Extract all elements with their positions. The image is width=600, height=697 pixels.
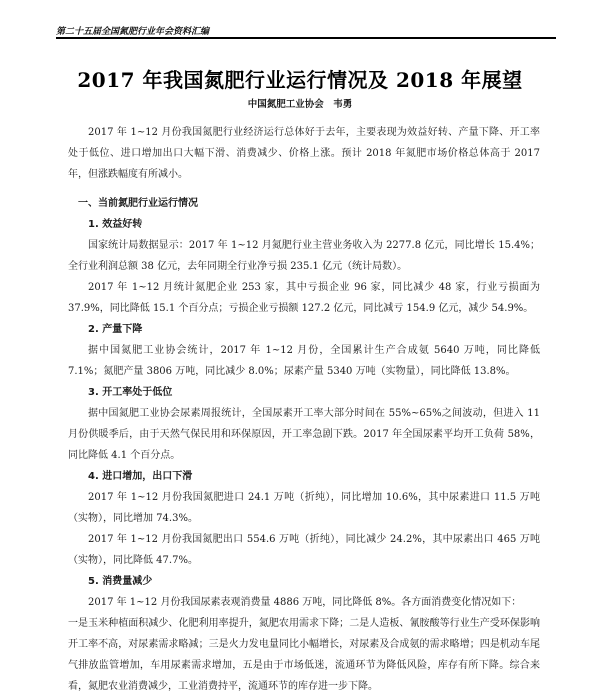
abstract-paragraph: 2017 年 1~12 月份我国氮肥行业经济运行总体好于去年，主要表现为效益好转、产量下降、开工率处于低位、进口增加出口大幅下滑、消费减少、价格上涨。预计 2018 年氮肥市场价格总体高于 2017 年，但涨跌幅度有所减小。 [68,127,540,180]
running-head: 第二十五届全国氮肥行业年会资料汇编 [56,27,210,37]
subsection-heading-consumption: 5. 消费量减少 [88,576,153,587]
paragraph: 据中国氮肥工业协会统计，2017 年 1~12 月份，全国累计生产合成氨 5640 万吨，同比降低 7.1%；氮肥产量 3806 万吨，同比减少 8.0%；尿素产量 5340 万吨（实物量），同比降低 13.8%。 [68,345,540,377]
subsection-heading-operating-rate: 3. 开工率处于低位 [88,387,173,398]
paragraph: 2017 年 1~12 月份我国氮肥出口 554.6 万吨（折纯），同比减少 24.2%，其中尿素出口 465 万吨（实物），同比降低 47.7%。 [68,534,540,566]
paragraph: 据中国氮肥工业协会尿素周报统计，全国尿素开工率大部分时间在 55%~65%之间波动，但进入 11 月份供暖季后，由于天然气保民用和环保原因，开工率急剧下跌。2017 年全国尿素平均开工负荷 58%，同比降低 4.1 个百分点。 [68,408,540,461]
subsection-heading-output: 2. 产量下降 [88,324,143,335]
paragraph: 国家统计局数据显示：2017 年 1~12 月氮肥行业主营业务收入为 2277.8 亿元，同比增长 15.4%；全行业利润总额 38 亿元，去年同期全行业净亏损 235.1 亿元（统计局数）。 [68,240,540,272]
paragraph: 2017 年 1~12 月份我国氮肥进口 24.1 万吨（折纯），同比增加 10.6%，其中尿素进口 11.5 万吨（实物），同比增加 74.3%。 [68,492,540,524]
article-body [68,122,540,697]
article-title: 2017 年我国氮肥行业运行情况及 2018 年展望 [77,68,523,92]
header-rule [56,37,556,39]
subsection-heading-trade: 4. 进口增加，出口下滑 [88,471,193,482]
paragraph: 2017 年 1~12 月份我国尿素表观消费量 4886 万吨，同比降低 8%。各方面消费变化情况如下： [88,597,522,608]
subsection-heading-benefit: 1. 效益好转 [88,219,143,230]
paragraph: 一是玉米种植面积减少、化肥利用率提升，氮肥农用需求下降；二是人造板、氰胺酸等行业生产受环保影响开工率不高，对尿素需求略减；三是火力发电量同比小幅增长，对尿素及合成氨的需求略增；四是机动车尾气排放监管增加，车用尿素需求增加，五是由于市场低迷，流通环节为降低风险，库存有所下降。综合来看，氮肥农业消费减少，工业消费持平，流通环节的库存进一步下降。 [68,618,540,692]
paragraph: 2017 年 1~12 月统计氮肥企业 253 家，其中亏损企业 96 家，同比减少 48 家，行业亏损面为 37.9%，同比降低 15.1 个百分点；亏损企业亏损额 127.2 亿元，同比减亏 154.9 亿元，减少 54.9%。 [68,282,540,314]
article-byline: 中国氮肥工业协会 韦勇 [247,99,353,110]
section-heading: 一、当前氮肥行业运行情况 [78,198,198,209]
